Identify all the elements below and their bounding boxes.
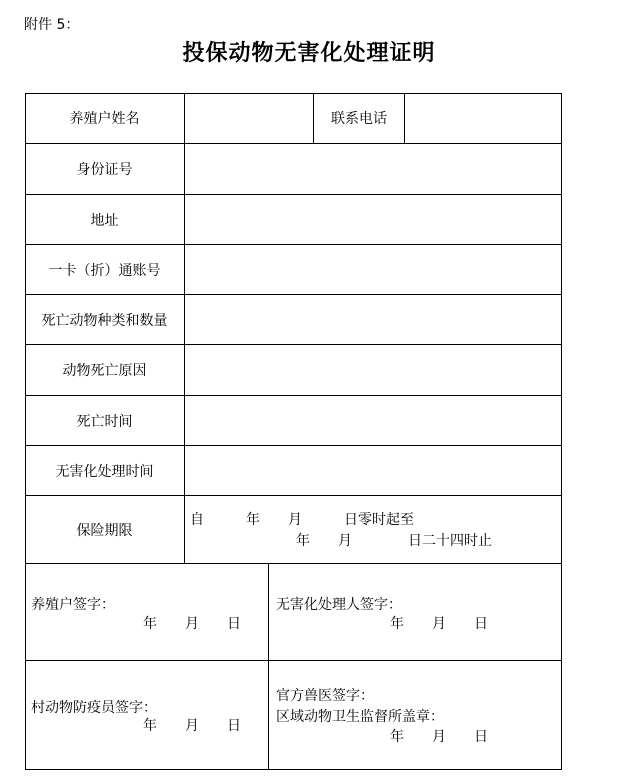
insurance-period-label: 保险期限 (76, 522, 133, 539)
dead-animal-type-field[interactable] (185, 295, 561, 344)
table-border-right (561, 93, 562, 770)
handler-signature-date: 年 月 日 (390, 616, 488, 632)
village-signature-date: 年 月 日 (143, 718, 241, 734)
address-field[interactable] (185, 195, 561, 244)
id-number-field[interactable] (185, 144, 561, 194)
table-border-bottom (25, 769, 562, 770)
death-cause-label: 动物死亡原因 (62, 363, 147, 379)
disposal-time-field[interactable] (185, 446, 561, 495)
phone-label: 联系电话 (331, 111, 387, 127)
account-number-label: 一卡（折）通账号 (48, 262, 161, 279)
id-number-label: 身份证号 (76, 162, 133, 178)
attachment-label: 附件 5： (24, 17, 80, 33)
disposal-time-label: 无害化处理时间 (55, 463, 154, 480)
handler-signature-label: 无害化处理人签字： (276, 597, 402, 613)
death-time-field[interactable] (185, 396, 561, 445)
death-cause-field[interactable] (185, 345, 561, 395)
supervision-station-seal-label: 区域动物卫生监督所盖章： (276, 709, 444, 725)
official-vet-signature-label: 官方兽医签字： (276, 688, 374, 704)
page-title: 投保动物无害化处理证明 (182, 41, 436, 66)
certificate-form (25, 93, 562, 770)
farmer-name-label: 养殖户姓名 (69, 111, 140, 127)
insurance-period-start: 自 年 月 日零时起至 (190, 512, 414, 528)
phone-field[interactable] (405, 94, 561, 143)
vet-signature-date: 年 月 日 (390, 729, 488, 745)
dead-animal-type-label: 死亡动物种类和数量 (41, 312, 168, 329)
address-label: 地址 (90, 212, 119, 229)
farmer-signature-date: 年 月 日 (143, 616, 241, 632)
farmer-signature-label: 养殖户签字： (31, 597, 115, 613)
row-divider (25, 660, 562, 661)
death-time-label: 死亡时间 (76, 413, 133, 430)
farmer-name-field[interactable] (185, 94, 313, 143)
village-epidemic-officer-signature-label: 村动物防疫员签字： (31, 700, 157, 716)
signature-column-divider (268, 563, 269, 770)
insurance-period-end: 年 月 日二十四时止 (296, 533, 492, 549)
row-divider (25, 563, 562, 564)
account-number-field[interactable] (185, 245, 561, 294)
